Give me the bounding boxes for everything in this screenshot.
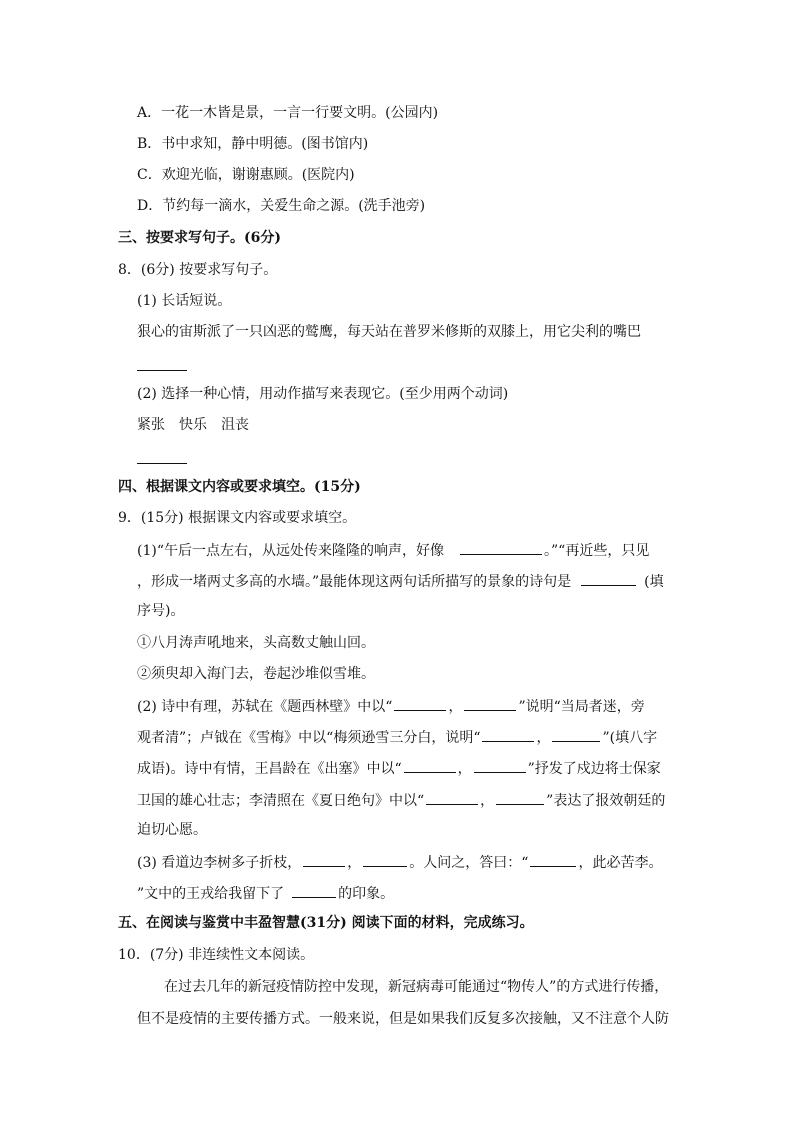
- q9-line-7-text-c: ”(填八字: [602, 730, 658, 746]
- q9-blank-2: [581, 571, 636, 586]
- q8-sub1-label: (1) 长话短说。: [137, 293, 232, 309]
- q9-blank-9: [426, 790, 478, 805]
- q9-blank-4: [464, 696, 516, 711]
- q9-line-4: ①八月涛声吼地来，头高数丈触山回。: [137, 635, 375, 651]
- q9-blank-8: [474, 758, 526, 773]
- q9-line-2-text-b: (填: [644, 574, 664, 590]
- q9-line-2: [137, 571, 664, 591]
- q9-blank-12: [363, 852, 407, 867]
- q9-line-9-text-b: ，: [480, 793, 495, 809]
- q9-line-12-text-b: 的印象。: [338, 886, 395, 902]
- passage-line-1: 在过去几年的新冠疫情防控中发现，新冠病毒可能通过“物传人”的方式进行传播，: [164, 979, 669, 995]
- q9-blank-13: [530, 852, 576, 867]
- q9-line-8-text-b: ，: [457, 761, 472, 777]
- q9-line-8-text-a: 成语)。诗中有情，王昌龄在《出塞》中以“: [137, 761, 402, 777]
- q9-stem: 9．(15分) 根据课文内容或要求填空。: [118, 510, 357, 526]
- q9-line-5: ②须臾却入海门去，卷起沙堆似雪堆。: [137, 666, 375, 682]
- q8-sub1-answer-line: [137, 370, 187, 371]
- q9-blank-5: [482, 727, 534, 742]
- q9-blank-11: [303, 852, 345, 867]
- passage-line-2: 但不是疫情的主要传播方式。一般来说，但是如果我们反复多次接触，又不注意个人防: [137, 1011, 669, 1027]
- q9-line-11-text-b: ，: [347, 855, 362, 871]
- option-d: D．节约每一滴水，关爱生命之源。(洗手池旁): [137, 198, 426, 214]
- q9-line-6-text-a: (2) 诗中有理，苏轼在《题西林壁》中以“: [137, 699, 393, 715]
- q9-line-11: [137, 852, 662, 872]
- option-a: A．一花一木皆是景，一言一行要文明。(公园内): [137, 105, 439, 121]
- q9-line-1-text-b: 。”“再近些，只见: [544, 543, 650, 559]
- q9-line-11-text-d: ，此必苦李。: [578, 855, 663, 871]
- q9-line-8: [137, 758, 661, 778]
- q10-stem: 10．(7分) 非连续性文本阅读。: [118, 947, 315, 963]
- q9-line-10: 迫切心愿。: [137, 822, 207, 838]
- q9-blank-10: [496, 790, 544, 805]
- q8-sub1-text: 狠心的宙斯派了一只凶恶的鹫鹰，每天站在普罗米修斯的双膝上，用它尖利的嘴巴: [137, 324, 641, 340]
- q9-line-8-text-c: ”抒发了戍边将士保家: [527, 761, 661, 777]
- q9-line-1-text-a: (1)“午后一点左右，从远处传来隆隆的响声，好像: [137, 543, 444, 559]
- q9-line-7-text-a: 观者清”；卢钺在《雪梅》中以“梅须逊雪三分白，说明“: [137, 730, 481, 746]
- section-4-heading: 四、根据课文内容或要求填空。(15分): [118, 479, 361, 495]
- q9-blank-6: [552, 727, 600, 742]
- q9-line-6-text-b: ，: [448, 699, 463, 715]
- option-c: C．欢迎光临，谢谢惠顾。(医院内): [137, 167, 355, 183]
- q9-line-11-text-c: 。人问之，答曰：“: [409, 855, 529, 871]
- q9-blank-3: [394, 696, 446, 711]
- q8-stem: 8．(6分) 按要求写句子。: [118, 262, 278, 278]
- q9-blank-14: [292, 883, 336, 898]
- q9-line-7: [137, 727, 657, 747]
- q9-line-6-text-c: ”说明“当局者迷，旁: [518, 699, 645, 715]
- q8-sub2-label: (2) 选择一种心情，用动作描写来表现它。(至少用两个动词): [137, 386, 509, 402]
- q9-blank-7: [404, 758, 456, 773]
- q9-line-1: [137, 540, 649, 560]
- q9-blank-1: [460, 540, 542, 555]
- section-3-heading: 三、按要求写句子。(6分): [118, 230, 281, 246]
- q9-line-9-text-c: ”表达了报效朝廷的: [546, 793, 666, 809]
- q9-line-6: [137, 696, 645, 716]
- q8-sub2-words: 紧张 快乐 沮丧: [137, 417, 249, 433]
- q9-line-2-text-a: ，形成一堵两丈多高的水墙。”最能体现这两句话所描写的景象的诗句是: [137, 574, 572, 590]
- q9-line-11-text-a: (3) 看道边李树多子折枝，: [137, 855, 302, 871]
- q9-line-12: [137, 883, 394, 903]
- option-b: B．书中求知，静中明德。(图书馆内): [137, 136, 369, 152]
- q9-line-3: 序号)。: [137, 603, 185, 619]
- q8-sub2-answer-line: [137, 463, 187, 464]
- q9-line-9-text-a: 卫国的雄心壮志；李清照在《夏日绝句》中以“: [137, 793, 425, 809]
- q9-line-12-text-a: ”文中的王戎给我留下了: [137, 886, 285, 902]
- q9-line-9: [137, 790, 665, 810]
- section-5-heading: 五、在阅读与鉴赏中丰盈智慧(31分) 阅读下面的材料，完成练习。: [118, 915, 534, 931]
- q9-line-7-text-b: ，: [536, 730, 551, 746]
